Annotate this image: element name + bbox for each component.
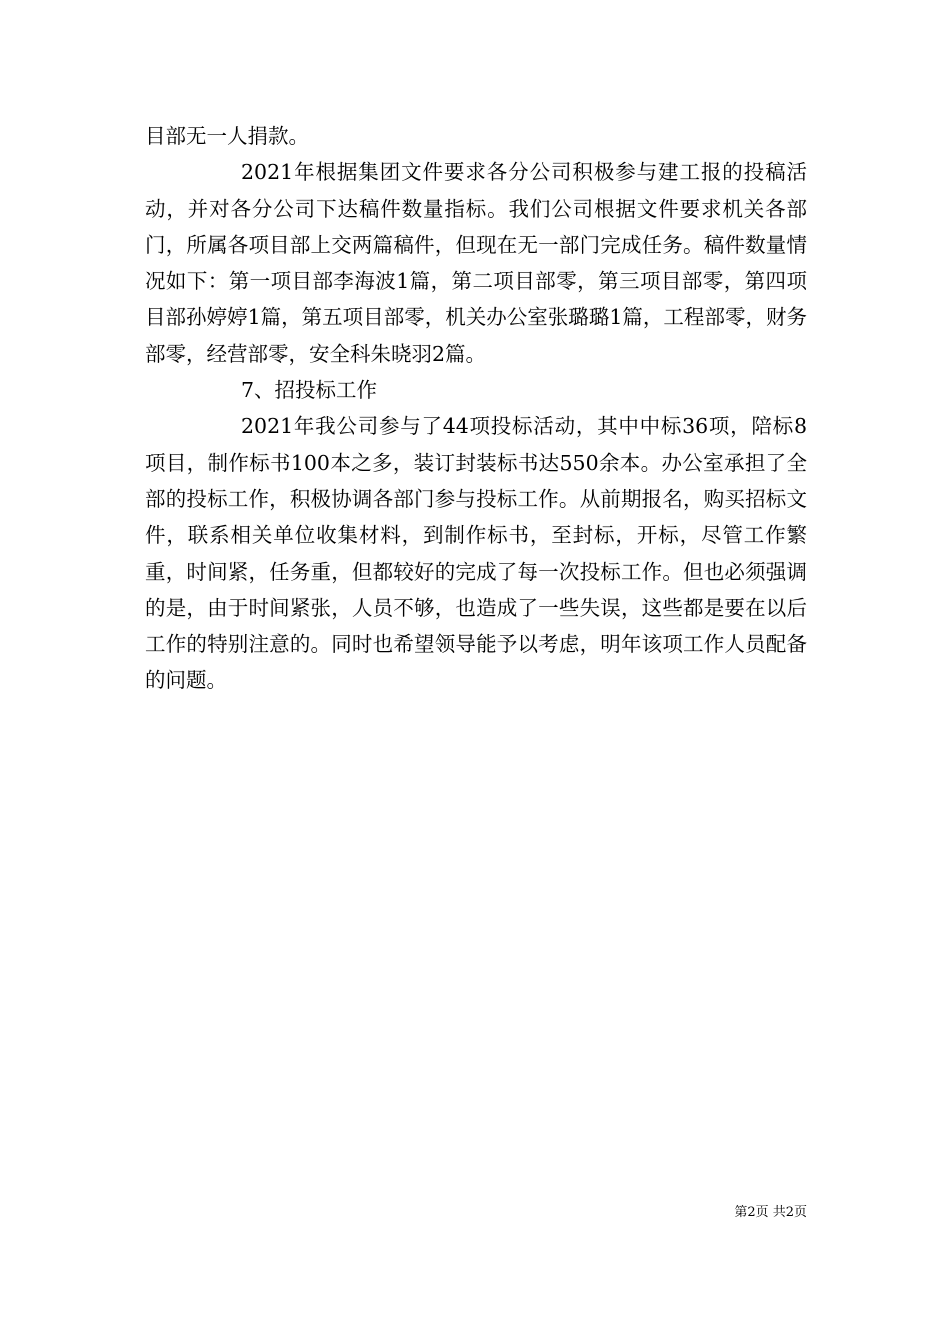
paragraph-donation-end: 目部无一人捐款。 bbox=[145, 124, 309, 148]
document-body bbox=[145, 118, 807, 699]
page-number-footer: 第2页 共2页 bbox=[734, 1205, 807, 1220]
paragraph-manuscript-submission: 2021年根据集团文件要求各分公司积极参与建工报的投稿活动，并对各分公司下达稿件数量指标。我们公司根据文件要求机关各部门，所属各项目部上交两篇稿件，但现在无一部门完成任务。稿件数量情况如下：第一项目部李海波1篇，第二项目部零，第三项目部零，第四项目部孙婷婷1篇，第五项目部零，机关办公室张璐璐1篇，工程部零，财务部零，经营部零，安全科朱晓羽2篇。 bbox=[145, 160, 807, 366]
paragraph-bidding-work: 2021年我公司参与了44项投标活动，其中中标36项，陪标8项目，制作标书100本之多，装订封装标书达550余本。办公室承担了全部的投标工作，积极协调各部门参与投标工作。从前期报名，购买招标文件，联系相关单位收集材料，到制作标书，至封标，开标，尽管工作繁重，时间紧，任务重，但都较好的完成了每一次投标工作。但也必须强调的是，由于时间紧张，人员不够，也造成了一些失误，这些都是要在以后工作的特别注意的。同时也希望领导能予以考虑，明年该项工作人员配备的问题。 bbox=[145, 414, 807, 693]
section-heading-bidding: 7、招投标工作 bbox=[241, 378, 378, 403]
